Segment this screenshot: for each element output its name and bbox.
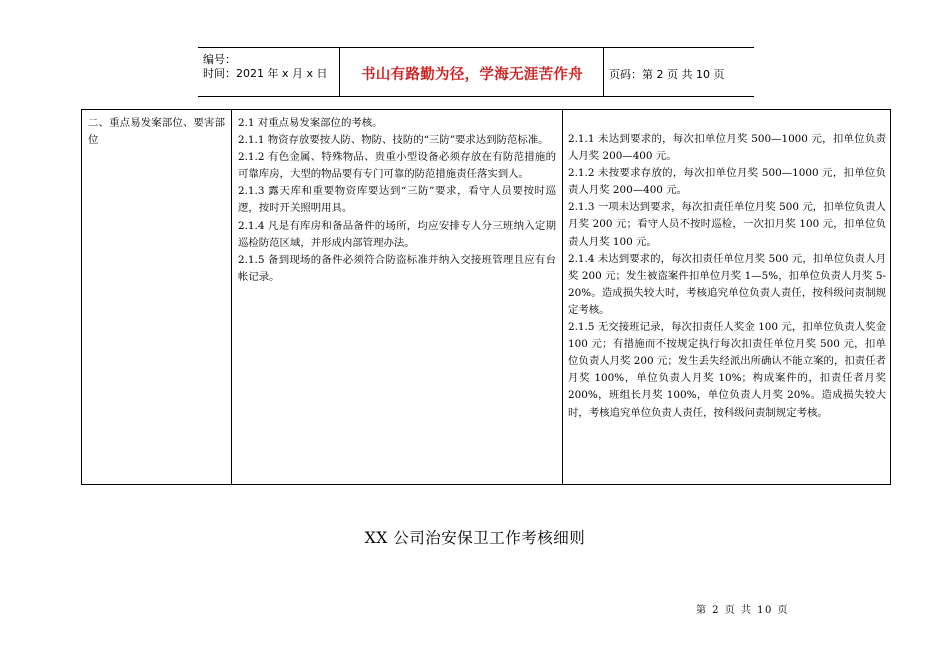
header-page-code: 页码：第 2 页 共 10 页 xyxy=(609,68,725,81)
category-cell: 二、重点易发案部位、要害部位 xyxy=(88,117,225,147)
document-title: XX 公司治安保卫工作考核细则 xyxy=(364,529,586,547)
requirements-cell xyxy=(238,115,556,286)
header-motto: 书山有路勤为径，学海无涯苦作舟 xyxy=(361,67,583,83)
assessment-item: 2.1.2 未按要求存放的，每次扣单位月奖 500—1000 元，扣单位负责人月奖 200—400 元。 xyxy=(568,167,886,197)
header-divider xyxy=(603,48,604,96)
assessment-item: 2.1.4 未达到要求的，每次扣责任单位月奖 500 元，扣单位负责人月奖 200 元；发生被盗案件扣单位月奖 1—5%，扣单位负责人月奖 5-20%。造成损失较大时，考核追究单位负责人责任，按科级问责制规定考核。 xyxy=(568,252,886,316)
document-time: 时间：2021 年 x 月 x 日 xyxy=(203,67,328,80)
requirement-item: 2.1.1 物资存放要按人防、物防、技防的“三防”要求达到防范标准。 xyxy=(238,134,549,147)
requirement-item: 2.1.4 凡是有库房和备品备件的场所，均应安排专人分三班纳入定期巡检防范区域，并形成内部管理办法。 xyxy=(238,219,556,249)
assessment-item: 2.1.3 一项未达到要求，每次扣责任单位月奖 500 元，扣单位负责人月奖 200 元；看守人员不按时巡检，一次扣月奖 100 元，扣单位负责人月奖 100 元。 xyxy=(568,201,886,248)
assessment-item: 2.1.5 无交接班记录，每次扣责任人奖金 100 元，扣单位负责人奖金 100 元；有措施而不按规定执行每次扣责任单位月奖 500 元，扣单位负责人月奖 200 元；发生丢失经派出所确认不能立案的，扣责任者月奖 100%，单位负责人月奖 10%；构成案件的，扣责任者月奖 200%，班组长月奖 100%，单位负责人月奖 20%。造成损失较大时，考核追究单位负责人责任，按科级问责制规定考核。 xyxy=(568,321,886,419)
requirement-item: 2.1.2 有色金属、特殊物品、贵重小型设备必须存放在有防范措施的可靠库房，大型的物品要有专门可靠的防范措施责任落实到人。 xyxy=(238,151,556,181)
page-header xyxy=(198,47,754,97)
requirement-item: 2.1.5 备到现场的备件必须符合防盗标准并纳入交接班管理且应有台帐记录。 xyxy=(238,253,556,283)
assessment-table xyxy=(81,109,891,485)
requirement-item: 2.1 对重点易发案部位的考核。 xyxy=(238,117,383,129)
column-divider xyxy=(562,110,563,484)
assessment-item: 2.1.1 未达到要求的，每次扣单位月奖 500—1000 元，扣单位负责人月奖 200—400 元。 xyxy=(568,133,886,163)
column-divider xyxy=(231,110,232,484)
requirement-item: 2.1.3 露天库和重要物资库要达到“三防”要求，看守人员要按时巡逻，按时开关照明用具。 xyxy=(238,185,556,215)
assessment-cell xyxy=(568,131,886,422)
document-number: 编号： xyxy=(203,53,236,66)
header-divider xyxy=(339,48,340,96)
page-footer: 第 2 页 共 10 页 xyxy=(696,605,789,616)
